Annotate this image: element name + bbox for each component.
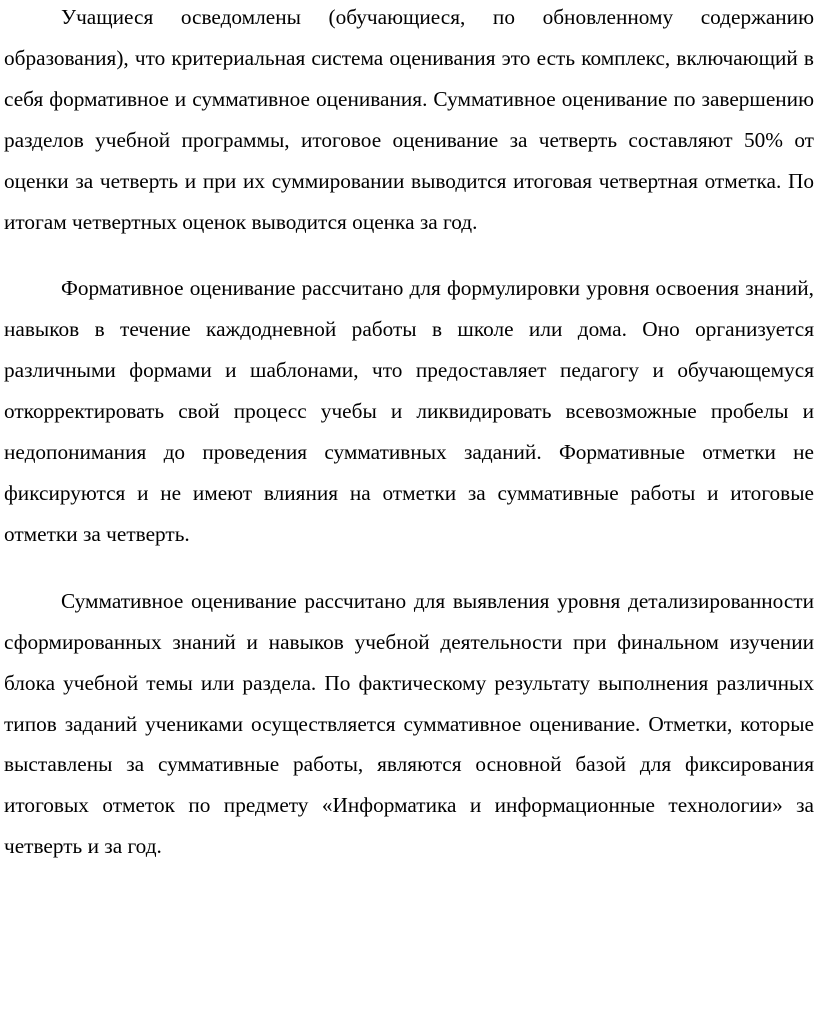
- paragraph-3: Суммативное оценивание рассчитано для выявления уровня детализированности сформированных знаний и навыков учебной деятельности при финальном изучении блока учебной темы или раздела. По фактическому результату выполнения различных типов заданий учениками осуществляется суммативное оценивание. Отметки, которые выставлены за суммативные работы, являются основной базой для фиксирования итоговых отметок по предмету «Информатика и информационные технологии» за четверть и за год.: [4, 588, 814, 859]
- document-page: [4, 0, 814, 867]
- paragraph-2: Формативное оценивание рассчитано для формулировки уровня освоения знаний, навыков в течение каждодневной работы в школе или дома. Оно организуется различными формами и шаблонами, что предоставляет педагогу и обучающемуся откорректировать свой процесс учебы и ликвидировать всевозможные пробелы и недопонимания до проведения суммативных заданий. Формативные отметки не фиксируются и не имеют влияния на отметки за суммативные работы и итоговые отметки за четверть.: [4, 276, 814, 546]
- paragraph-1: Учащиеся осведомлены (обучающиеся, по обновленному содержанию образования), что критериальная система оценивания это есть комплекс, включающий в себя формативное и суммативное оценивания. Суммативное оценивание по завершению разделов учебной программы, итоговое оценивание за четверть составляют 50% от оценки за четверть и при их суммировании выводится итоговая четвертная отметка. По итогам четвертных оценок выводится оценка за год.: [4, 5, 814, 234]
